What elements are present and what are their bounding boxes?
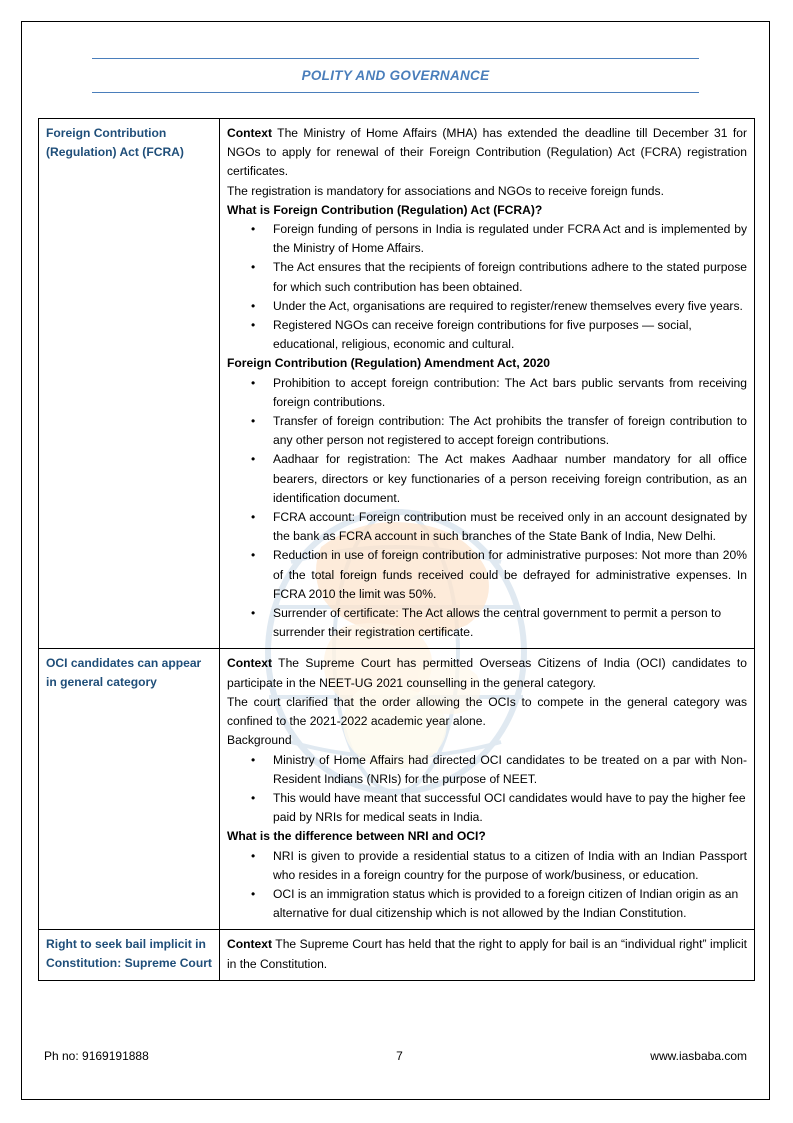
list-item: • Foreign funding of persons in India is regulated under FCRA Act and is implemented by the Ministry of Home Affairs. (273, 220, 747, 258)
context-text: The Supreme Court has permitted Overseas Citizens of India (OCI) candidates to participate in the NEET-UG 2021 counselling in the general category. (227, 656, 747, 690)
list-item: • Prohibition to accept foreign contribution: The Act bars public servants from receiving foreign contributions. (273, 374, 747, 412)
context-text: The Ministry of Home Affairs (MHA) has extended the deadline till December 31 for NGOs to apply for renewal of their Foreign Contribution (Regulation) Act (FCRA) registration certificates. (227, 126, 747, 179)
context-paragraph (227, 654, 747, 692)
footer-website[interactable]: www.iasbaba.com (650, 1049, 747, 1063)
topic-cell: Foreign Contribution (Regulation) Act (FCRA) (39, 119, 220, 649)
list-item: • Under the Act, organisations are required to register/renew themselves every five years. (273, 297, 747, 316)
context-text: The Supreme Court has held that the right to apply for bail is an “individual right” implicit in the Constitution. (227, 937, 747, 971)
subheading-1: Background (227, 733, 292, 748)
topic-cell: Right to seek bail implicit in Constitution: Supreme Court (39, 930, 220, 980)
document-page (21, 21, 770, 1100)
footer-phone: Ph no: 9169191888 (44, 1049, 149, 1063)
list-item: • Registered NGOs can receive foreign contributions for five purposes — social, educational, religious, economic and cultural. (273, 316, 747, 354)
body-cell (220, 649, 755, 930)
table-row (39, 119, 755, 649)
list-item: • FCRA account: Foreign contribution must be received only in an account designated by the bank as FCRA account in such branches of the State Bank of India, New Delhi. (273, 508, 747, 546)
list-item: • Transfer of foreign contribution: The Act prohibits the transfer of foreign contribution to any other person not registered to accept foreign contributions. (273, 412, 747, 450)
bullet-list-1 (227, 220, 747, 354)
bullet-list-1 (227, 751, 747, 828)
bullet-list-2 (227, 847, 747, 924)
list-item: • Surrender of certificate: The Act allows the central government to permit a person to surrender their registration certificate. (273, 604, 747, 642)
footer-page-number: 7 (396, 1049, 403, 1063)
table-row (39, 649, 755, 930)
context-label: Context (227, 656, 273, 671)
body-cell (220, 930, 755, 980)
list-item: • OCI is an immigration status which is provided to a foreign citizen of Indian origin as an alternative for dual citizenship which is not allowed by the Indian Constitution. (273, 885, 747, 923)
list-item: • This would have meant that successful OCI candidates would have to pay the higher fee paid by NRIs for medical seats in India. (273, 789, 747, 827)
body-cell (220, 119, 755, 649)
subheading-2: What is the difference between NRI and OCI? (227, 829, 486, 844)
list-item: • Reduction in use of foreign contribution for administrative purposes: Not more than 20% of the total foreign funds received could be defrayed for administrative expenses. In FCRA 2010 the limit was 50%. (273, 546, 747, 604)
subheading-1: What is Foreign Contribution (Regulation) Act (FCRA)? (227, 202, 543, 217)
header-title: POLITY AND GOVERNANCE (301, 68, 490, 83)
list-item: • Aadhaar for registration: The Act makes Aadhaar number mandatory for all office bearers, directors or key functionaries of a person receiving foreign contribution, as an identification document. (273, 450, 747, 508)
secondary-paragraph: The registration is mandatory for associations and NGOs to receive foreign funds. (227, 183, 664, 198)
page-footer (22, 1049, 769, 1063)
header-rule-bottom (92, 92, 699, 93)
table-row (39, 930, 755, 980)
list-item: • The Act ensures that the recipients of foreign contributions adhere to the stated purpose for which such contribution has been obtained. (273, 258, 747, 296)
page-header (92, 58, 699, 93)
context-paragraph (227, 935, 747, 973)
list-item: • Ministry of Home Affairs had directed OCI candidates to be treated on a par with Non-Resident Indians (NRIs) for the purpose of NEET. (273, 751, 747, 789)
context-label: Context (227, 937, 273, 952)
context-paragraph (227, 124, 747, 182)
context-label: Context (227, 126, 273, 140)
secondary-paragraph: The court clarified that the order allowing the OCIs to compete in the general category was confined to the 2021-2022 academic year alone. (227, 694, 747, 729)
content-table (38, 118, 755, 981)
list-item: • NRI is given to provide a residential status to a citizen of India with an Indian Passport who resides in a foreign country for the purpose of work/business, or education. (273, 847, 747, 885)
topic-cell: OCI candidates can appear in general category (39, 649, 220, 930)
bullet-list-2 (227, 374, 747, 643)
subheading-2: Foreign Contribution (Regulation) Amendment Act, 2020 (227, 356, 550, 371)
